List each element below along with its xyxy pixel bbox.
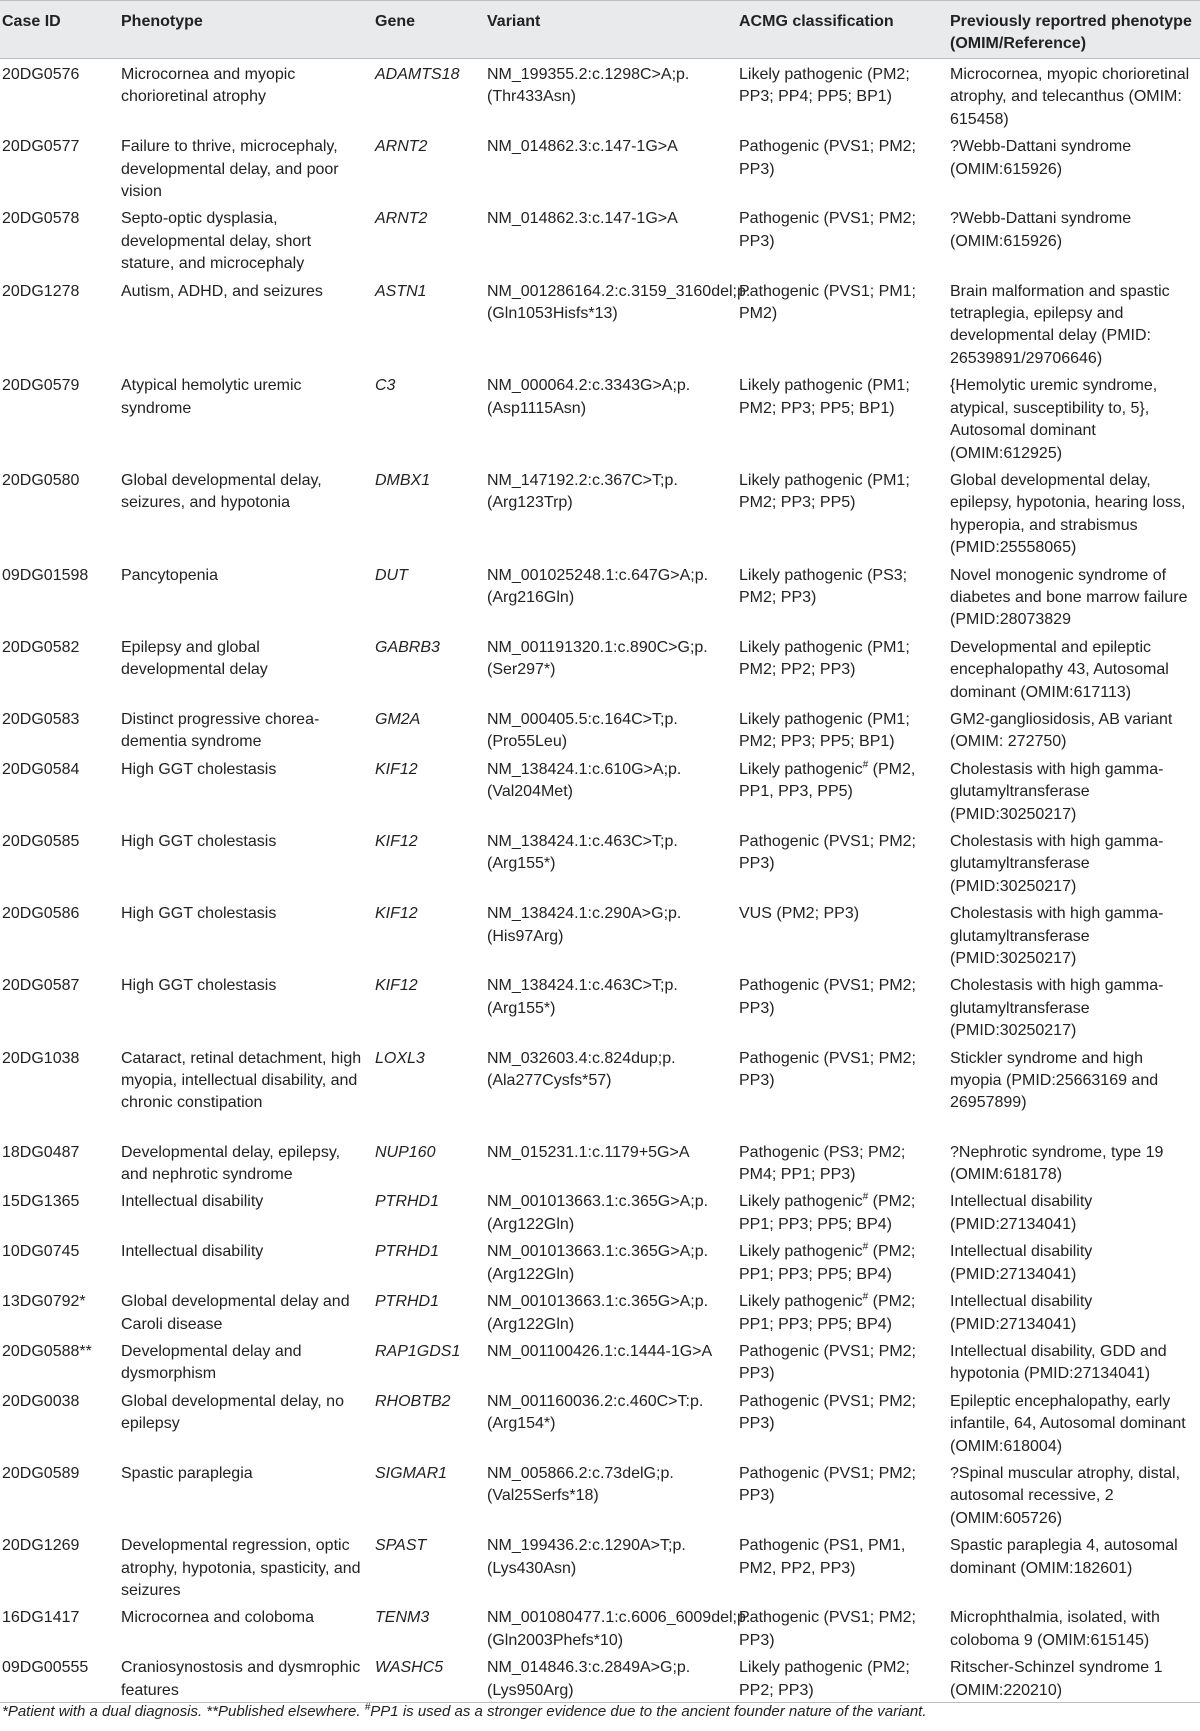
variant-cell: NM_001080477.1:c.6006_6009del;p.(Gln2003Phefs*10) <box>487 1609 751 1649</box>
gene-cell: GM2A <box>375 710 421 728</box>
case-id-cell: 20DG0578 <box>2 210 80 228</box>
acmg-class: Likely pathogenic <box>739 1243 863 1261</box>
footnote-text-1: *Patient with a dual diagnosis. **Published elsewhere. <box>2 1703 365 1720</box>
table-row <box>0 59 1200 132</box>
phenotype-cell: Global developmental delay and Caroli disease <box>121 1293 350 1333</box>
table-row <box>0 131 1200 203</box>
acmg-cell <box>737 1186 948 1236</box>
table-row <box>0 1652 1200 1702</box>
gene-cell: ARNT2 <box>375 210 428 228</box>
acmg-cell <box>737 898 948 970</box>
founder-mark: # <box>862 759 869 771</box>
reported-phenotype-cell: Cholestasis with high gamma-glutamyltransferase (PMID:30250217) <box>950 760 1164 823</box>
reported-phenotype-cell: ?Webb-Dattani syndrome (OMIM:615926) <box>950 138 1132 178</box>
gene-cell: TENM3 <box>375 1609 430 1627</box>
acmg-cell <box>737 754 948 826</box>
table-row <box>0 203 1200 275</box>
acmg-class: Likely pathogenic <box>739 638 863 656</box>
gene-cell: PTRHD1 <box>375 1193 440 1211</box>
acmg-class: VUS <box>739 905 772 923</box>
acmg-cell <box>737 1602 948 1652</box>
gene-cell: ARNT2 <box>375 138 428 156</box>
case-id-cell: 20DG0585 <box>2 833 80 850</box>
case-id-cell: 10DG0745 <box>2 1243 80 1261</box>
table-header <box>0 1 1200 59</box>
phenotype-cell: Craniosynostosis and dysmrophic features <box>121 1659 361 1699</box>
footnote-hash-mark: # <box>364 1702 371 1713</box>
acmg-class: Likely pathogenic <box>739 471 863 489</box>
phenotype-cell: Microcornea and coloboma <box>121 1609 314 1627</box>
acmg-criteria: (PM1; PM2; PP2; PP3) <box>739 638 910 679</box>
header-case-id: Case ID <box>2 13 61 30</box>
gene-cell: KIF12 <box>375 760 418 778</box>
variant-cell: NM_001025248.1:c.647G>A;p.(Arg216Gln) <box>487 566 709 606</box>
table-row <box>0 1530 1200 1602</box>
reported-phenotype-cell: Cholestasis with high gamma-glutamyltransferase (PMID:30250217) <box>950 977 1164 1040</box>
acmg-class: Pathogenic <box>739 138 820 156</box>
reported-phenotype-cell: Intellectual disability (PMID:27134041) <box>950 1193 1093 1233</box>
acmg-criteria: (PS1, PM1, PM2, PP2, PP3) <box>739 1537 906 1577</box>
acmg-cell <box>737 826 948 898</box>
case-id-cell: 13DG0792* <box>2 1293 86 1311</box>
phenotype-cell: Global developmental delay, seizures, and hypotonia <box>121 471 322 512</box>
case-id-cell: 20DG1038 <box>2 1049 80 1067</box>
case-id-cell: 20DG0587 <box>2 977 80 995</box>
acmg-cell <box>737 704 948 754</box>
case-id-cell: 20DG0589 <box>2 1464 80 1482</box>
phenotype-cell: High GGT cholestasis <box>121 833 277 850</box>
table-row <box>0 898 1200 970</box>
table-footnote <box>2 1702 1192 1722</box>
acmg-class: Likely pathogenic <box>739 566 863 584</box>
case-id-cell: 20DG1269 <box>2 1537 80 1555</box>
variant-cell: NM_199355.2:c.1298C>A;p.(Thr433Asn) <box>487 66 690 106</box>
gene-cell: SIGMAR1 <box>375 1464 448 1482</box>
acmg-class: Pathogenic <box>739 1537 820 1555</box>
table-row <box>0 1602 1200 1652</box>
variant-cell: NM_015231.1:c.1179+5G>A <box>487 1143 690 1161</box>
table-row <box>0 704 1200 754</box>
variant-cell: NM_001100426.1:c.1444-1G>A <box>487 1342 713 1360</box>
case-id-cell: 18DG0487 <box>2 1143 80 1161</box>
acmg-class: Likely pathogenic <box>739 377 863 395</box>
case-id-cell: 15DG1365 <box>2 1193 80 1211</box>
variant-cell: NM_001191320.1:c.890C>G;p.(Ser297*) <box>487 638 708 679</box>
phenotype-cell: Epilepsy and global developmental delay <box>121 638 268 679</box>
acmg-class: Pathogenic <box>739 1392 820 1410</box>
acmg-criteria: (PVS1; PM2; PP3) <box>739 1342 916 1383</box>
acmg-criteria: (PVS1; PM2; PP3) <box>739 1464 916 1505</box>
acmg-cell <box>737 1458 948 1530</box>
reported-phenotype-cell: Intellectual disability (PMID:27134041) <box>950 1293 1093 1333</box>
gene-cell: SPAST <box>375 1537 427 1555</box>
gene-cell: PTRHD1 <box>375 1243 440 1261</box>
reported-phenotype-cell: Microphthalmia, isolated, with coloboma 9 (OMIM:615145) <box>950 1609 1160 1649</box>
acmg-cell <box>737 1386 948 1458</box>
acmg-class: Pathogenic <box>739 977 820 995</box>
acmg-cell <box>737 1137 948 1187</box>
acmg-criteria: (PVS1; PM2; PP3) <box>739 1049 916 1090</box>
header-reported-phenotype: Previously reportred phenotype (OMIM/Reference) <box>950 13 1192 52</box>
acmg-cell <box>737 1336 948 1386</box>
case-id-cell: 20DG0586 <box>2 905 80 923</box>
gene-cell: DUT <box>375 566 408 584</box>
acmg-criteria: (PVS1; PM2; PP3) <box>739 138 916 178</box>
table-row <box>0 465 1200 560</box>
variant-cell: NM_138424.1:c.463C>T;p.(Arg155*) <box>487 977 678 1017</box>
variant-cell: NM_001286164.2:c.3159_3160del;p.(Gln1053Hisfs*13) <box>487 282 751 323</box>
phenotype-cell: Developmental delay and dysmorphism <box>121 1342 302 1383</box>
table-row <box>0 1043 1200 1137</box>
reported-phenotype-cell: ?Webb-Dattani syndrome (OMIM:615926) <box>950 210 1132 250</box>
table-row <box>0 1286 1200 1336</box>
reported-phenotype-cell: Spastic paraplegia 4, autosomal dominant (OMIM:182601) <box>950 1537 1178 1577</box>
reported-phenotype-cell: Cholestasis with high gamma-glutamyltransferase (PMID:30250217) <box>950 905 1164 968</box>
acmg-criteria: (PVS1; PM2; PP3) <box>739 833 916 873</box>
reported-phenotype-cell: Novel monogenic syndrome of diabetes and bone marrow failure (PMID:28073829 <box>950 566 1188 629</box>
table-body <box>0 59 1200 1703</box>
table-row <box>0 970 1200 1042</box>
acmg-cell <box>737 203 948 275</box>
acmg-criteria: (PM2; PP1; PP3; PP5; BP4) <box>739 1293 916 1333</box>
case-id-cell: 20DG0582 <box>2 638 80 656</box>
variant-cell: NM_199436.2:c.1290A>T;p.(Lys430Asn) <box>487 1537 686 1577</box>
variant-cell: NM_001013663.1:c.365G>A;p.(Arg122Gln) <box>487 1193 709 1233</box>
phenotype-cell: Microcornea and myopic chorioretinal atrophy <box>121 66 296 106</box>
variant-cell: NM_000064.2:c.3343G>A;p.(Asp1115Asn) <box>487 377 691 417</box>
phenotype-cell: High GGT cholestasis <box>121 760 277 778</box>
acmg-cell <box>737 560 948 632</box>
reported-phenotype-cell: Stickler syndrome and high myopia (PMID:25663169 and 26957899) <box>950 1049 1159 1112</box>
acmg-class: Pathogenic <box>739 833 820 850</box>
header-gene: Gene <box>375 13 416 30</box>
gene-cell: ADAMTS18 <box>375 66 460 83</box>
table-row <box>0 632 1200 704</box>
acmg-criteria: (PM2; PP3) <box>771 905 860 923</box>
reported-phenotype-cell: Global developmental delay, epilepsy, hypotonia, hearing loss, hyperopia, and strabismus (PMID:25558065) <box>950 471 1186 557</box>
acmg-class: Likely pathogenic <box>739 710 863 728</box>
phenotype-cell: Intellectual disability <box>121 1243 264 1261</box>
variant-cell: NM_147192.2:c.367C>T;p.(Arg123Trp) <box>487 471 678 512</box>
acmg-cell <box>737 632 948 704</box>
case-id-cell: 16DG1417 <box>2 1609 80 1627</box>
table-row <box>0 1236 1200 1286</box>
acmg-class: Likely pathogenic <box>739 760 863 778</box>
acmg-criteria: (PM2; PP3; PP4; PP5; BP1) <box>739 66 910 106</box>
acmg-class: Likely pathogenic <box>739 1659 863 1677</box>
acmg-criteria: (PVS1; PM2; PP3) <box>739 1609 916 1649</box>
phenotype-cell: High GGT cholestasis <box>121 977 277 995</box>
header-phenotype: Phenotype <box>121 13 203 30</box>
reported-phenotype-cell: Developmental and epileptic encephalopathy 43, Autosomal dominant (OMIM:617113) <box>950 638 1169 701</box>
table-row <box>0 826 1200 898</box>
gene-cell: KIF12 <box>375 977 418 995</box>
phenotype-cell: High GGT cholestasis <box>121 905 277 923</box>
reported-phenotype-cell: {Hemolytic uremic syndrome, atypical, susceptibility to, 5}, Autosomal dominant (OMIM:612925) <box>950 377 1158 462</box>
table-row <box>0 1336 1200 1386</box>
gene-cell: ASTN1 <box>375 282 427 300</box>
case-id-cell: 09DG00555 <box>2 1659 89 1677</box>
case-id-cell: 20DG0577 <box>2 138 80 156</box>
phenotype-cell: Failure to thrive, microcephaly, developmental delay, and poor vision <box>121 138 339 201</box>
founder-mark: # <box>862 1241 869 1253</box>
phenotype-cell: Cataract, retinal detachment, high myopia, intellectual disability, and chronic constipation <box>121 1049 362 1112</box>
acmg-criteria: (PVS1; PM2; PP3) <box>739 977 916 1017</box>
table-row <box>0 1137 1200 1187</box>
variant-cell: NM_032603.4:c.824dup;p.(Ala277Cysfs*57) <box>487 1049 676 1090</box>
variant-cell: NM_014846.3:c.2849A>G;p.(Lys950Arg) <box>487 1659 691 1699</box>
acmg-criteria: (PM1; PM2; PP3; PP5; BP1) <box>739 377 910 417</box>
reported-phenotype-cell: Microcornea, myopic chorioretinal atrophy, and telecanthus (OMIM: 615458) <box>950 66 1190 128</box>
acmg-class: Likely pathogenic <box>739 1293 863 1311</box>
acmg-cell <box>737 465 948 560</box>
phenotype-cell: Spastic paraplegia <box>121 1464 253 1482</box>
header-variant: Variant <box>487 13 541 30</box>
variant-cell: NM_014862.3:c.147-1G>A <box>487 210 678 228</box>
gene-cell: WASHC5 <box>375 1659 444 1677</box>
gene-cell: PTRHD1 <box>375 1293 440 1311</box>
phenotype-cell: Intellectual disability <box>121 1193 264 1211</box>
case-id-cell: 20DG0579 <box>2 377 80 395</box>
acmg-criteria: (PVS1; PM2; PP3) <box>739 1392 916 1433</box>
acmg-criteria: (PS3; PM2; PM4; PP1; PP3) <box>739 1143 906 1184</box>
gene-cell: C3 <box>375 377 396 395</box>
acmg-class: Pathogenic <box>739 1049 820 1067</box>
case-id-cell: 20DG0038 <box>2 1392 80 1410</box>
gene-cell: LOXL3 <box>375 1049 425 1067</box>
acmg-criteria: (PM2; PP2; PP3) <box>739 1659 910 1699</box>
table-row <box>0 560 1200 632</box>
acmg-cell <box>737 276 948 371</box>
gene-cell: RHOBTB2 <box>375 1392 451 1410</box>
table-row <box>0 370 1200 465</box>
acmg-criteria: (PM2, PP1, PP3, PP5) <box>739 760 916 801</box>
gene-cell: KIF12 <box>375 833 418 850</box>
acmg-cell <box>737 970 948 1042</box>
acmg-criteria: (PVS1; PM2; PP3) <box>739 210 916 250</box>
gene-cell: DMBX1 <box>375 471 431 489</box>
acmg-criteria: (PVS1; PM1; PM2) <box>739 282 916 323</box>
header-acmg: ACMG classification <box>739 13 894 30</box>
acmg-cell <box>737 370 948 465</box>
variant-cell: NM_138424.1:c.610G>A;p.(Val204Met) <box>487 760 682 801</box>
variant-cell: NM_000405.5:c.164C>T;p.(Pro55Leu) <box>487 710 678 751</box>
reported-phenotype-cell: Intellectual disability, GDD and hypotonia (PMID:27134041) <box>950 1342 1167 1383</box>
reported-phenotype-cell: Epileptic encephalopathy, early infantile, 64, Autosomal dominant (OMIM:618004) <box>950 1392 1186 1455</box>
case-id-cell: 20DG0584 <box>2 760 80 778</box>
table-row <box>0 1386 1200 1458</box>
phenotype-cell: Autism, ADHD, and seizures <box>121 282 323 300</box>
acmg-criteria: (PM2; PP1; PP3; PP5; BP4) <box>739 1193 916 1233</box>
phenotype-cell: Developmental delay, epilepsy, and nephrotic syndrome <box>121 1143 341 1184</box>
acmg-cell <box>737 131 948 203</box>
case-id-cell: 20DG1278 <box>2 282 80 300</box>
acmg-cell <box>737 1530 948 1602</box>
acmg-class: Pathogenic <box>739 210 820 228</box>
reported-phenotype-cell: Intellectual disability (PMID:27134041) <box>950 1243 1093 1283</box>
acmg-cell <box>737 1236 948 1286</box>
case-id-cell: 20DG0588** <box>2 1342 92 1360</box>
acmg-cell <box>737 59 948 132</box>
case-id-cell: 09DG01598 <box>2 566 89 584</box>
founder-mark: # <box>862 1192 869 1204</box>
case-id-cell: 20DG0583 <box>2 710 80 728</box>
acmg-class: Pathogenic <box>739 1609 820 1627</box>
acmg-cell <box>737 1652 948 1702</box>
acmg-cell <box>737 1286 948 1336</box>
variant-cell: NM_001160036.2:c.460C>T:p.(Arg154*) <box>487 1392 704 1433</box>
gene-cell: KIF12 <box>375 905 418 923</box>
variant-cell: NM_138424.1:c.290A>G;p.(His97Arg) <box>487 905 682 945</box>
acmg-criteria: (PS3; PM2; PP3) <box>739 566 908 606</box>
phenotype-cell: Atypical hemolytic uremic syndrome <box>121 377 302 417</box>
acmg-criteria: (PM2; PP1; PP3; PP5; BP4) <box>739 1243 916 1283</box>
case-id-cell: 20DG0576 <box>2 66 80 83</box>
phenotype-cell: Global developmental delay, no epilepsy <box>121 1392 344 1433</box>
acmg-criteria: (PM1; PM2; PP3; PP5) <box>739 471 910 512</box>
acmg-criteria: (PM1; PM2; PP3; PP5; BP1) <box>739 710 910 751</box>
acmg-class: Pathogenic <box>739 1342 820 1360</box>
header-row <box>0 1 1200 59</box>
variant-cell: NM_001013663.1:c.365G>A;p.(Arg122Gln) <box>487 1293 709 1333</box>
table-row <box>0 754 1200 826</box>
acmg-class: Pathogenic <box>739 1464 820 1482</box>
acmg-cell <box>737 1043 948 1137</box>
reported-phenotype-cell: GM2-gangliosidosis, AB variant (OMIM: 272750) <box>950 710 1173 751</box>
reported-phenotype-cell: Cholestasis with high gamma-glutamyltransferase (PMID:30250217) <box>950 833 1164 895</box>
phenotype-cell: Developmental regression, optic atrophy, hypotonia, spasticity, and seizures <box>121 1537 361 1599</box>
founder-mark: # <box>862 1291 869 1303</box>
table-row <box>0 1186 1200 1236</box>
variant-cell: NM_138424.1:c.463C>T;p.(Arg155*) <box>487 833 678 873</box>
reported-phenotype-cell: ?Nephrotic syndrome, type 19 (OMIM:618178) <box>950 1143 1164 1184</box>
phenotype-cell: Septo-optic dysplasia, developmental delay, short stature, and microcephaly <box>121 210 312 273</box>
reported-phenotype-cell: Ritscher-Schinzel syndrome 1 (OMIM:220210) <box>950 1659 1163 1699</box>
reported-phenotype-cell: ?Spinal muscular atrophy, distal, autosomal recessive, 2 (OMIM:605726) <box>950 1464 1181 1527</box>
gene-cell: RAP1GDS1 <box>375 1342 461 1360</box>
phenotype-cell: Distinct progressive chorea-dementia syndrome <box>121 710 320 751</box>
variant-cell: NM_005866.2:c.73delG;p.(Val25Serfs*18) <box>487 1464 674 1505</box>
footnote-text-2: PP1 is used as a stronger evidence due to the ancient founder nature of the variant. <box>370 1703 927 1720</box>
gene-cell: NUP160 <box>375 1143 436 1161</box>
acmg-class: Pathogenic <box>739 282 820 300</box>
variant-cell: NM_001013663.1:c.365G>A;p.(Arg122Gln) <box>487 1243 709 1283</box>
acmg-class: Likely pathogenic <box>739 1193 863 1211</box>
acmg-class: Pathogenic <box>739 1143 820 1161</box>
table-row <box>0 1458 1200 1530</box>
reported-phenotype-cell: Brain malformation and spastic tetraplegia, epilepsy and developmental delay (PMID: 26539891/29706646) <box>950 282 1170 367</box>
case-id-cell: 20DG0580 <box>2 471 80 489</box>
gene-cell: GABRB3 <box>375 638 440 656</box>
variant-cell: NM_014862.3:c.147-1G>A <box>487 138 678 156</box>
acmg-class: Likely pathogenic <box>739 66 863 83</box>
table-row <box>0 276 1200 371</box>
phenotype-cell: Pancytopenia <box>121 566 218 584</box>
